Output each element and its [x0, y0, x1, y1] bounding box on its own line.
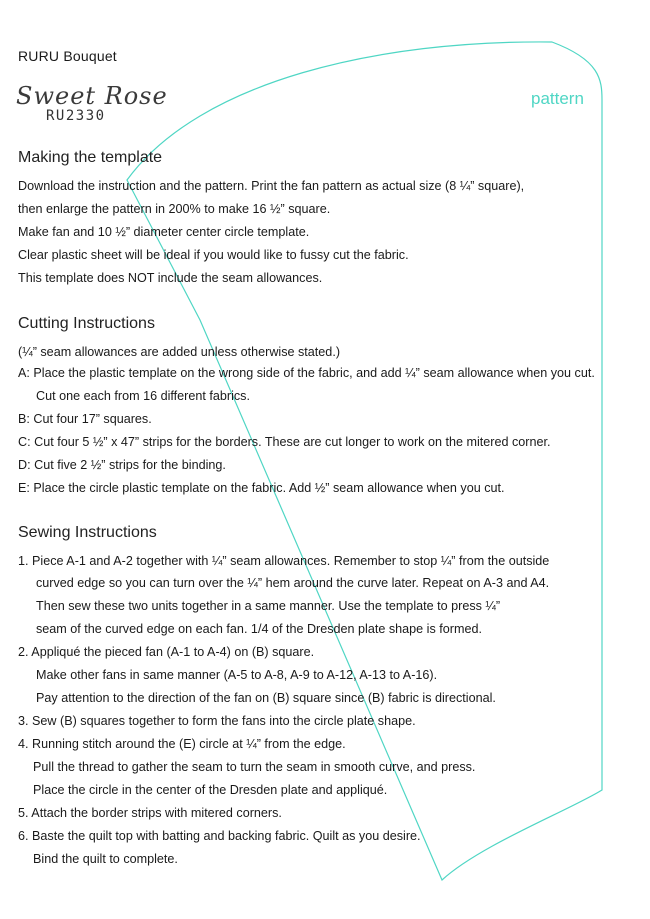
brand-name: RURU Bouquet — [18, 48, 117, 64]
text-line: Clear plastic sheet will be ideal if you would like to fussy cut the fabric. — [18, 248, 409, 262]
text-line: Pull the thread to gather the seam to turn the seam in smooth curve, and press. — [33, 760, 476, 774]
text-line: Make fan and 10 ½” diameter center circle template. — [18, 225, 310, 239]
text-line: Download the instruction and the pattern. Print the fan pattern as actual size (8 ¼” square), — [18, 179, 525, 193]
text-line: (¼” seam allowances are added unless otherwise stated.) — [18, 345, 341, 359]
text-line: seam of the curved edge on each fan. 1/4 of the Dresden plate shape is formed. — [36, 622, 482, 636]
logo-script: Sweet Rose — [16, 82, 168, 110]
text-line: Pay attention to the direction of the fan on (B) square since (B) fabric is directional. — [36, 691, 496, 705]
text-line: 1. Piece A-1 and A-2 together with ¼” seam allowances. Remember to stop ¼” from the outside — [18, 554, 550, 568]
text-line: Cut one each from 16 different fabrics. — [36, 389, 250, 403]
text-line: E: Place the circle plastic template on the fabric. Add ½” seam allowance when you cut. — [18, 481, 505, 495]
text-line: B: Cut four 17” squares. — [18, 412, 152, 426]
logo-code: RU2330 — [46, 108, 106, 124]
text-line: 4. Running stitch around the (E) circle at ¼” from the edge. — [18, 737, 346, 751]
text-line: curved edge so you can turn over the ¼” hem around the curve later. Repeat on A-3 and A4. — [36, 576, 550, 590]
text-line: A: Place the plastic template on the wrong side of the fabric, and add ¼” seam allowance when you cut. — [18, 366, 595, 380]
text-line: 2. Appliqué the pieced fan (A-1 to A-4) on (B) square. — [18, 645, 315, 659]
text-line: 5. Attach the border strips with mitered corners. — [18, 806, 282, 820]
section-title-making-template: Making the template — [18, 149, 163, 166]
text-line: C: Cut four 5 ½” x 47” strips for the borders. These are cut longer to work on the mitered corner. — [18, 435, 551, 449]
text-line: Place the circle in the center of the Dresden plate and appliqué. — [33, 783, 388, 797]
section-title-cutting: Cutting Instructions — [18, 315, 155, 332]
text-line: D: Cut five 2 ½” strips for the binding. — [18, 458, 226, 472]
text-line: then enlarge the pattern in 200% to make 16 ½” square. — [18, 202, 331, 216]
text-line: Then sew these two units together in a same manner. Use the template to press ¼” — [36, 599, 501, 613]
text-line: 6. Baste the quilt top with batting and backing fabric. Quilt as you desire. — [18, 829, 421, 843]
section-title-sewing: Sewing Instructions — [18, 524, 157, 541]
text-line: Make other fans in same manner (A-5 to A-8, A-9 to A-12, A-13 to A-16). — [36, 668, 438, 682]
text-line: This template does NOT include the seam allowances. — [18, 271, 323, 285]
pattern-label: pattern — [531, 89, 584, 108]
text-line: 3. Sew (B) squares together to form the fans into the circle plate shape. — [18, 714, 416, 728]
text-line: Bind the quilt to complete. — [33, 852, 178, 866]
